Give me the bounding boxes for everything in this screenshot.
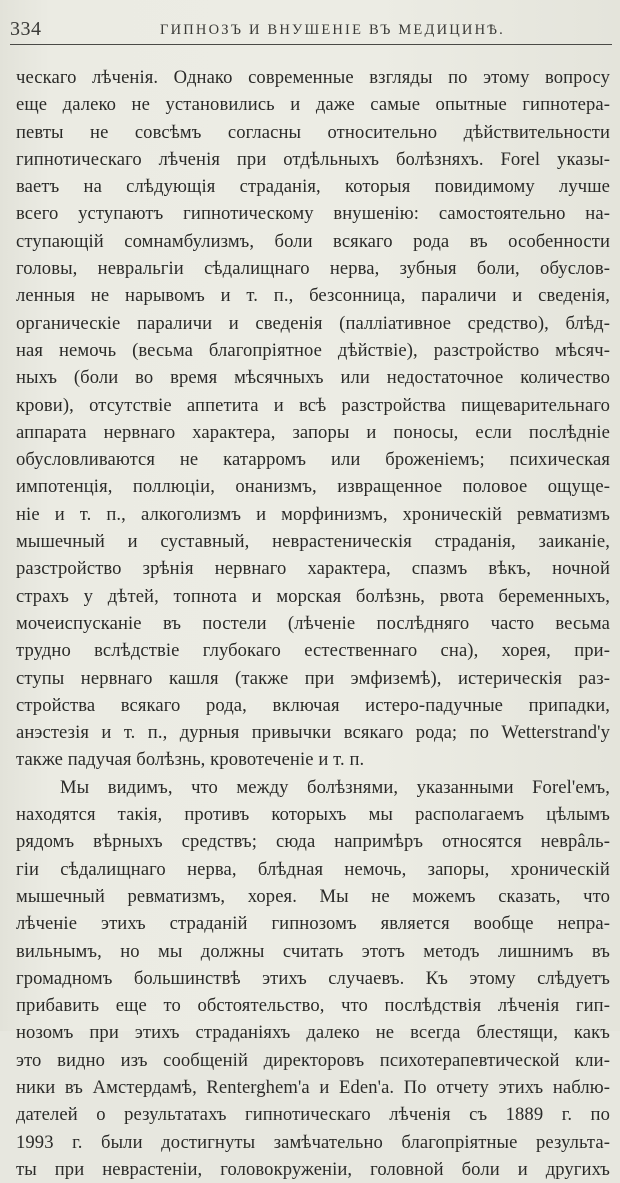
text-line: ступы нервнаго кашля (также при эмфиземѣ), истерическія раз- <box>16 667 610 689</box>
text-line: трудно вслѣдствіе глубокаго естественнаго сна), хорея, при- <box>16 640 610 662</box>
text-line: гіи сѣдалищнаго нерва, блѣдная немочь, запоры, хроническій <box>16 858 610 880</box>
text-line: ная немочь (весьма благопріятное дѣйствіе), разстройство мѣсяч- <box>16 339 610 361</box>
text-line: мочеиспусканіе въ постели (лѣченіе послѣдняго часто весьма <box>16 612 610 634</box>
text-line: ныхъ (боли во время мѣсячныхъ или недостаточное количество <box>16 367 610 389</box>
text-line: рядомъ вѣрныхъ средствъ; сюда напримѣръ относятся неврâль- <box>16 831 610 853</box>
text-line: всего уступаютъ гипнотическому внушенію: самостоятельно на- <box>16 203 610 225</box>
text-line: находятся такія, противъ которыхъ мы располагаемъ цѣлымъ <box>16 804 610 826</box>
text-line: ваетъ на слѣдующія страданія, которыя повидимому лучше <box>16 176 610 198</box>
text-line: 1993 г. были достигнуты замѣчательно благопріятные результа- <box>16 1131 610 1153</box>
text-line: лѣченіе этихъ страданій гипнозомъ является вообще непра- <box>16 913 610 935</box>
text-line: разстройство зрѣнія нервнаго характера, спазмъ вѣкъ, ночной <box>16 558 610 580</box>
running-title: ГИПНОЗЪ И ВНУШЕНІЕ ВЪ МЕДИЦИНѢ. <box>160 22 506 38</box>
text-line: гипнотическаго лѣченія при отдѣльныхъ болѣзняхъ. Forel указы- <box>16 148 610 170</box>
text-line: аппарата нервнаго характера, запоры и поносы, если послѣдніе <box>16 421 610 443</box>
paragraph <box>16 64 610 774</box>
text-line: импотенція, поллюціи, онанизмъ, извращенное половое ощуще- <box>16 476 610 498</box>
text-line: громадномъ большинствѣ этихъ случаевъ. Къ этому слѣдуетъ <box>16 967 610 989</box>
text-line: органическіе параличи и сведенія (паллiативное средство), блѣд- <box>16 312 610 334</box>
text-line: головы, невральгіи сѣдалищнаго нерва, зубныя боли, обуслов- <box>16 258 610 280</box>
text-line: мышечный и суставный, неврастеническія страданія, заиканіе, <box>16 531 610 553</box>
text-line: анэстезія и т. п., дурныя привычки всякаго рода; по Wetterstrand'у <box>16 722 610 744</box>
text-line: стройства всякаго рода, включая истеро-падучные припадки, <box>16 694 610 716</box>
text-line: страхъ у дѣтей, топнота и морская болѣзнь, рвота беременныхъ, <box>16 585 610 607</box>
text-line: еще далеко не установились и даже самые опытные гипнотера- <box>16 94 610 116</box>
text-line: также падучая болѣзнь, кровотеченіе и т. п. <box>16 749 365 771</box>
body-text <box>16 64 610 1183</box>
running-head <box>10 14 612 45</box>
text-line: ты при неврастеніи, головокруженіи, головной боли и другихъ <box>16 1158 610 1180</box>
text-line: певты не совсѣмъ согласны относительно дѣйствительности <box>16 121 610 143</box>
text-line: ники въ Амстердамѣ, Renterghem'а и Eden'а. По отчету этихъ наблю- <box>16 1076 610 1098</box>
text-line: нозомъ при этихъ страданіяхъ далеко не всегда блестящи, какъ <box>16 1022 610 1044</box>
paragraph <box>16 774 610 1183</box>
text-line: ніе и т. п., алкоголизмъ и морфинизмъ, хроническій ревматизмъ <box>16 503 610 525</box>
text-line: дателей о результатахъ гипнотическаго лѣченія съ 1889 г. по <box>16 1104 610 1126</box>
text-line: ступающій сомнамбулизмъ, боли всякаго рода въ особенности <box>16 230 610 252</box>
text-line: ленныя не нарывомъ и т. п., безсонница, параличи и сведенія, <box>16 285 610 307</box>
text-line: это видно изъ сообщеній директоровъ психотерапевтической кли- <box>16 1049 610 1071</box>
text-line: крови), отсутствіе аппетита и всѣ разстройства пищеварительнаго <box>16 394 610 416</box>
text-line: вильнымъ, но мы должны считать этотъ методъ лишнимъ въ <box>16 940 610 962</box>
text-line: мышечный ревматизмъ, хорея. Мы не можемъ сказать, что <box>16 885 610 907</box>
text-line: ческаго лѣченія. Однако современные взгляды по этому вопросу <box>16 67 610 88</box>
page-number: 334 <box>10 18 42 40</box>
text-line: обусловливаются не катарромъ или броженіемъ; психическая <box>16 449 610 471</box>
text-line: прибавить еще то обстоятельство, что послѣдствія лѣченія гип- <box>16 995 610 1017</box>
text-line: Мы видимъ, что между болѣзнями, указанными Forel'емъ, <box>60 776 610 798</box>
